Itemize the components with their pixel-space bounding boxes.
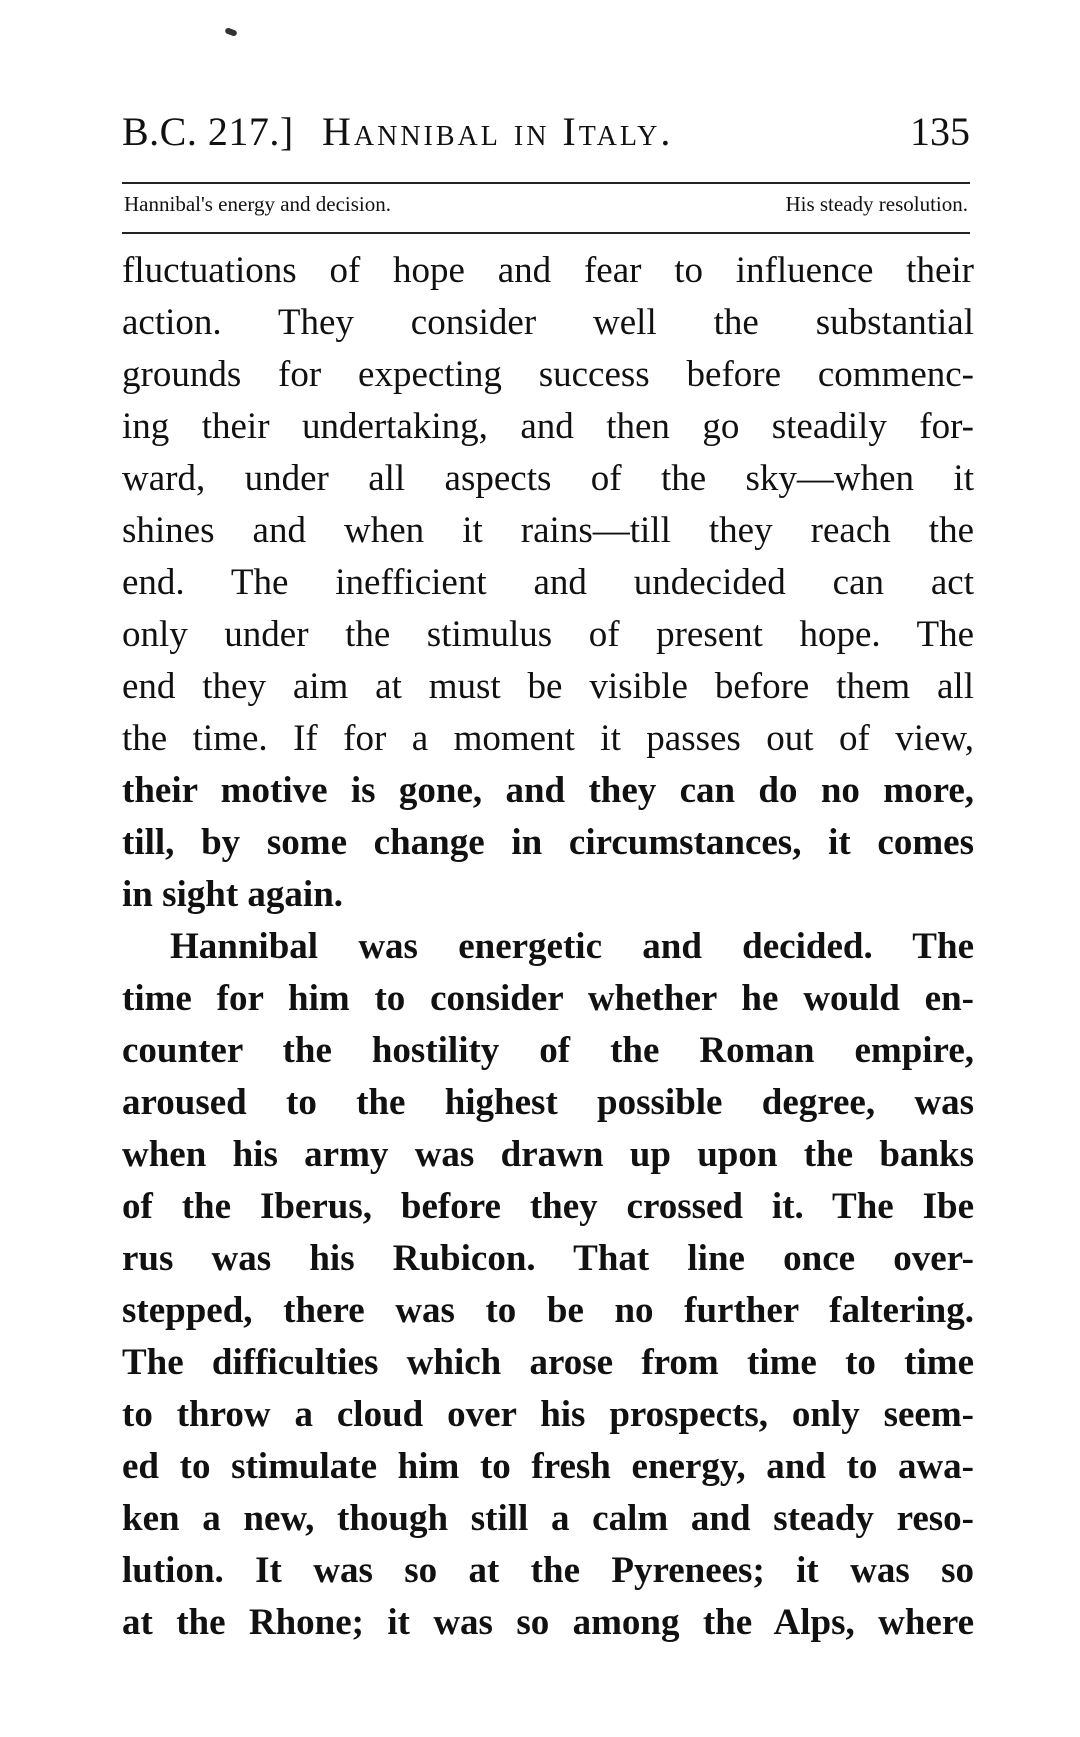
text-line: The difficulties which arose from time to time xyxy=(122,1342,974,1383)
ink-speck xyxy=(224,27,237,37)
text-line: ward, under all aspects of the sky—when it xyxy=(122,458,974,499)
body-text xyxy=(122,245,974,1705)
text-line: stepped, there was to be no further faltering. xyxy=(122,1290,974,1331)
text-line: rus was his Rubicon. That line once over- xyxy=(122,1238,974,1279)
text-line: ken a new, though still a calm and steady reso- xyxy=(122,1498,974,1539)
text-line: time for him to consider whether he would en- xyxy=(122,978,974,1019)
header-rule-bottom xyxy=(122,232,970,234)
text-line: aroused to the highest possible degree, was xyxy=(122,1082,974,1123)
text-line: to throw a cloud over his prospects, only seem- xyxy=(122,1394,974,1435)
text-line: at the Rhone; it was so among the Alps, where xyxy=(122,1602,974,1643)
header-title: Hannibal in Italy. xyxy=(322,109,674,154)
text-line: ing their undertaking, and then go steadily for- xyxy=(122,406,974,447)
header-rule-top xyxy=(122,182,970,184)
text-line: when his army was drawn up upon the banks xyxy=(122,1134,974,1175)
text-line: grounds for expecting success before commenc- xyxy=(122,354,974,395)
text-line: in sight again. xyxy=(122,874,344,915)
text-line: of the Iberus, before they crossed it. The Ibe xyxy=(122,1186,974,1227)
running-head xyxy=(122,108,970,158)
text-line: the time. If for a moment it passes out of view, xyxy=(122,718,974,759)
text-line: only under the stimulus of present hope. The xyxy=(122,614,974,655)
side-notes xyxy=(124,192,968,222)
header-date: B.C. 217.] xyxy=(122,109,294,154)
side-note-right: His steady resolution. xyxy=(785,192,968,216)
text-line: fluctuations of hope and fear to influence their xyxy=(122,250,974,291)
page-number: 135 xyxy=(910,109,970,154)
text-line: counter the hostility of the Roman empire, xyxy=(122,1030,974,1071)
text-line: their motive is gone, and they can do no more, xyxy=(122,770,974,811)
text-line: shines and when it rains—till they reach the xyxy=(122,510,974,551)
side-note-left: Hannibal's energy and decision. xyxy=(124,192,391,216)
text-line: ed to stimulate him to fresh energy, and to awa- xyxy=(122,1446,974,1487)
text-line: till, by some change in circumstances, it comes xyxy=(122,822,974,863)
text-line: end. The inefficient and undecided can act xyxy=(122,562,974,603)
text-line: end they aim at must be visible before them all xyxy=(122,666,974,707)
text-line: Hannibal was energetic and decided. The xyxy=(170,926,974,967)
text-line: lution. It was so at the Pyrenees; it was so xyxy=(122,1550,974,1591)
text-line: action. They consider well the substantial xyxy=(122,302,974,343)
